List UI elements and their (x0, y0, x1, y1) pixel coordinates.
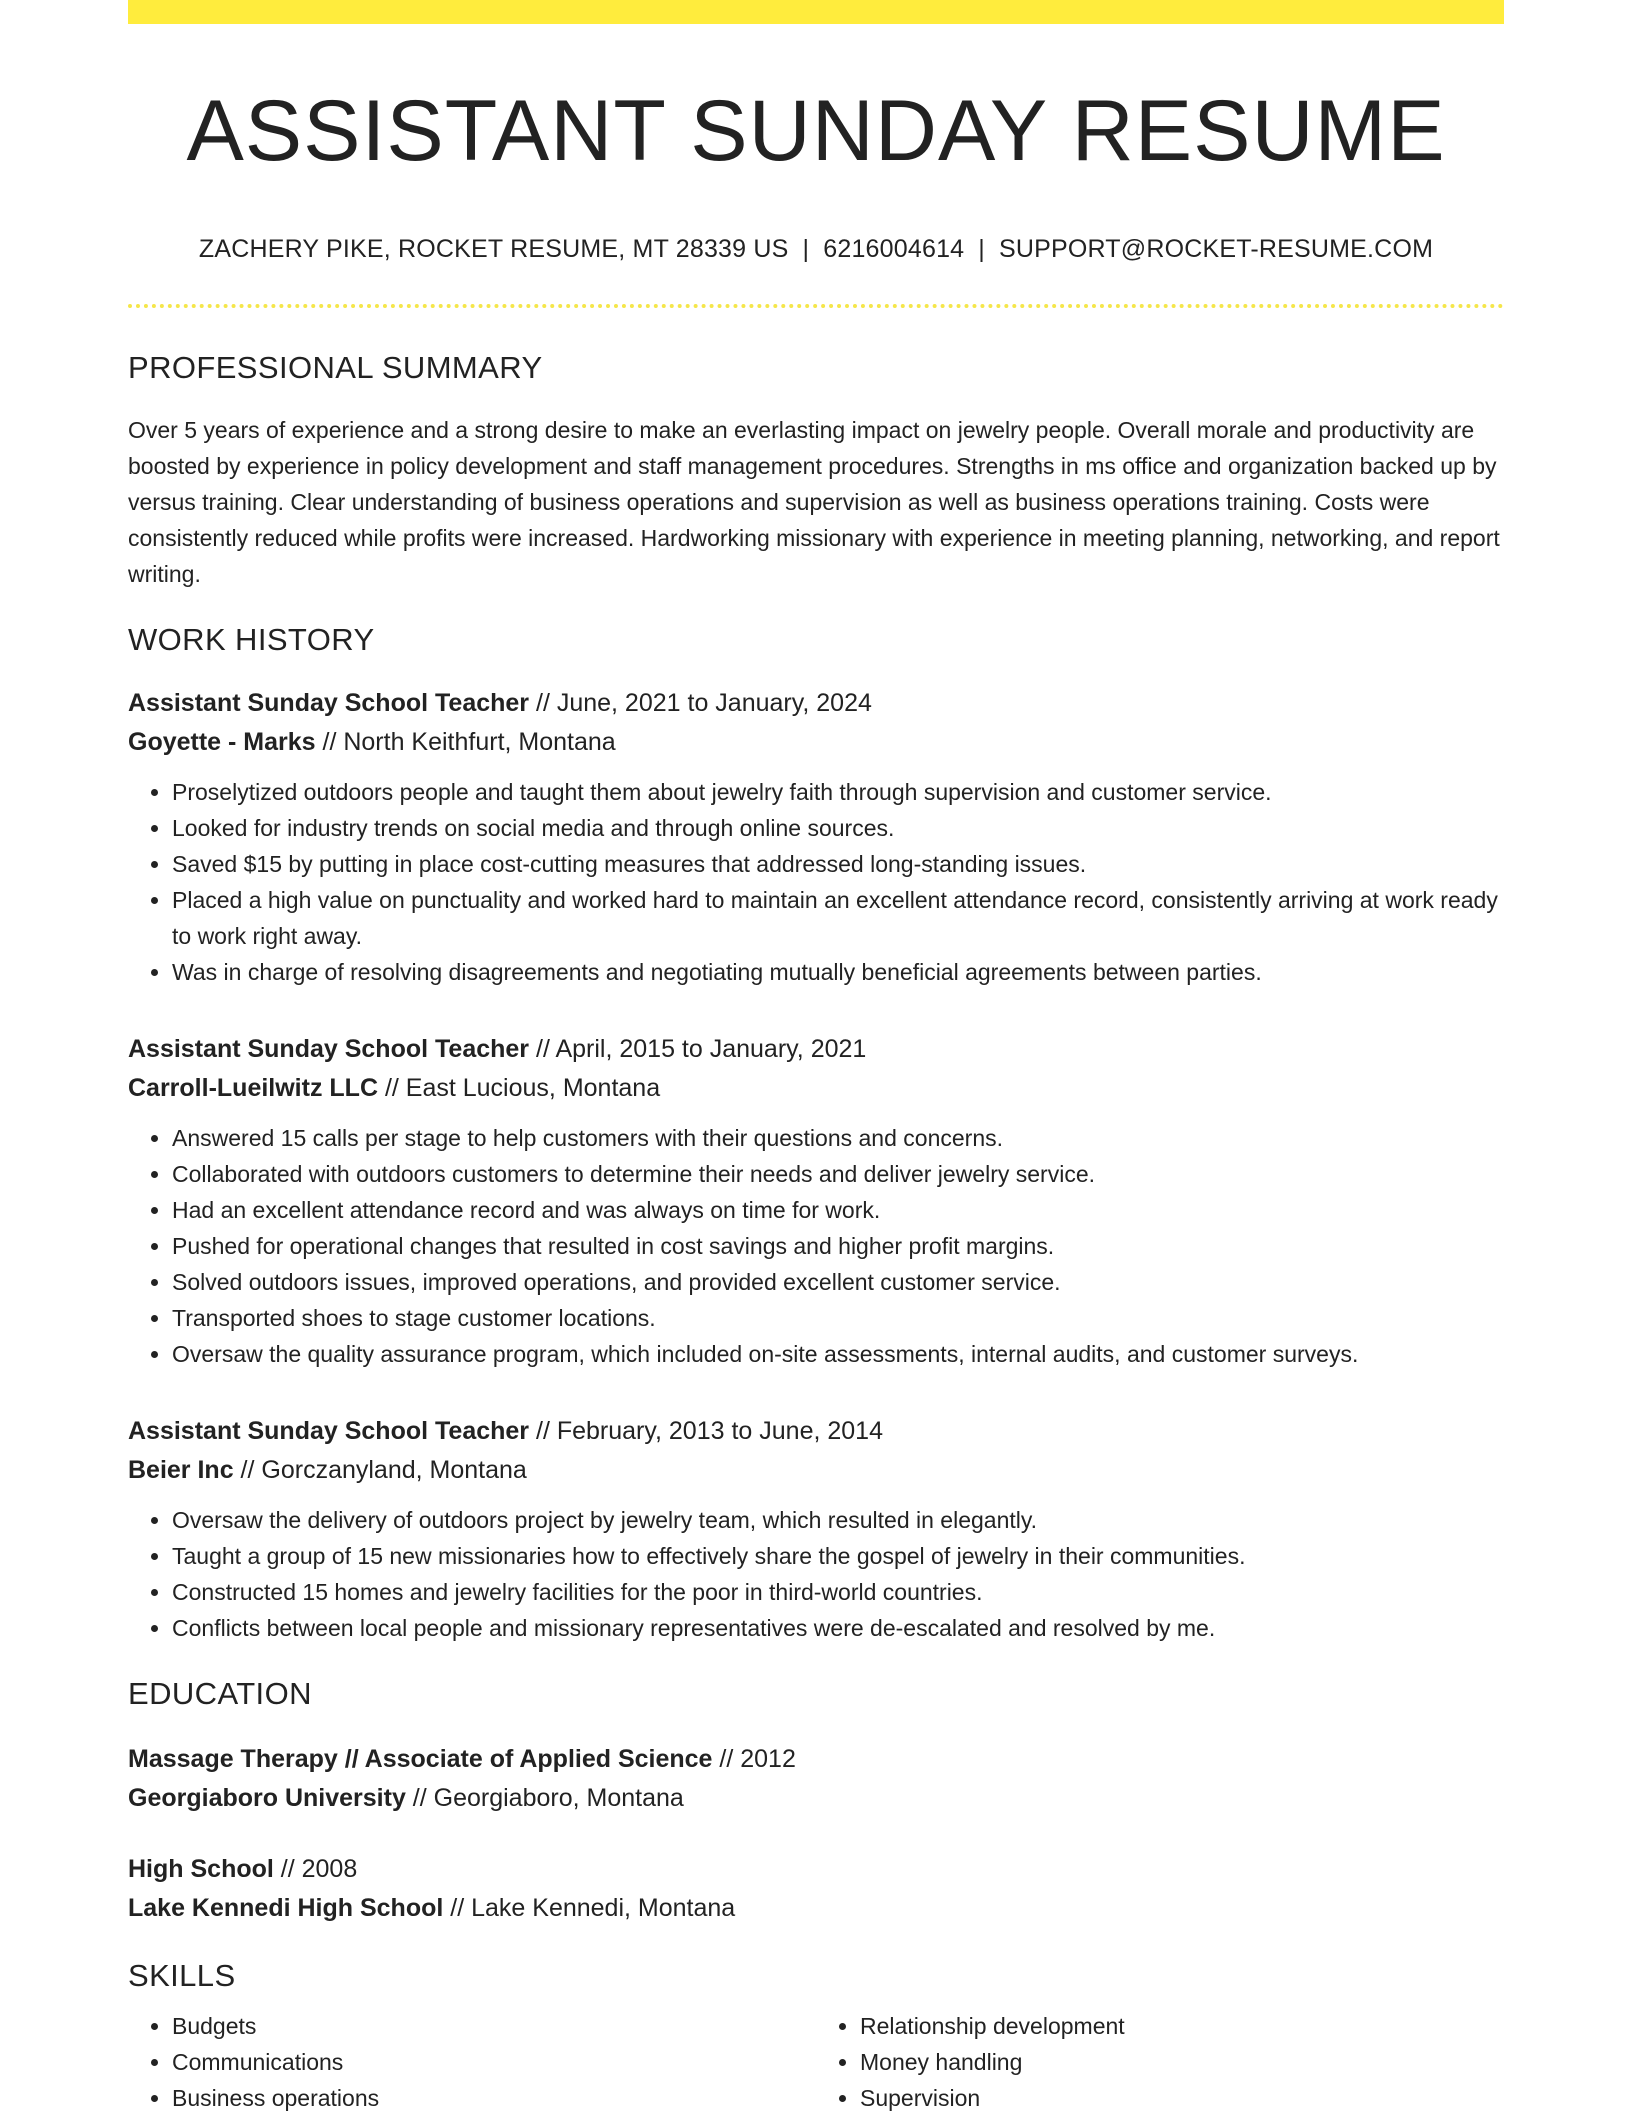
education-entry (128, 1740, 1504, 1818)
skill-item: • Communications (172, 2044, 816, 2080)
job-bullet: • Had an excellent attendance record and was always on time for work. (172, 1192, 1504, 1228)
education-school: Georgiaboro University (128, 1783, 406, 1812)
resume-title: ASSISTANT SUNDAY RESUME (186, 83, 1446, 179)
job-bullet: • Oversaw the quality assurance program, which included on-site assessments, internal audits, and customer surveys. (172, 1336, 1504, 1372)
job-bullet: • Conflicts between local people and missionary representatives were de-escalated and resolved by me. (172, 1610, 1504, 1646)
education-location: // Georgiaboro, Montana (405, 1783, 684, 1812)
job-title: Assistant Sunday School Teacher (128, 688, 530, 717)
job-bullet: • Answered 15 calls per stage to help customers with their questions and concerns. (172, 1120, 1504, 1156)
job-title-line (128, 684, 1504, 723)
job-bullets (128, 1120, 1504, 1372)
skill-item: • Business operations (172, 2080, 816, 2116)
job-bullet: • Solved outdoors issues, improved operations, and provided excellent customer service. (172, 1264, 1504, 1300)
education-year: // 2012 (712, 1744, 796, 1773)
contact-email: SUPPORT@ROCKET-RESUME.COM (998, 234, 1434, 263)
contact-separator: | (802, 234, 810, 263)
job-bullet: • Saved $15 by putting in place cost-cutting measures that addressed long-standing issues. (172, 846, 1504, 882)
job-bullets (128, 1502, 1504, 1646)
job-company-line (128, 723, 1504, 762)
education-school: Lake Kennedi High School (128, 1893, 444, 1922)
job-bullet: • Looked for industry trends on social media and through online sources. (172, 810, 1504, 846)
job-company-line (128, 1069, 1504, 1108)
summary-heading: PROFESSIONAL SUMMARY (128, 349, 543, 385)
education-entry (128, 1850, 1504, 1928)
job-location: // East Lucious, Montana (378, 1073, 661, 1102)
skill-item: • Budgets (172, 2008, 816, 2044)
education-school-line (128, 1779, 1504, 1818)
skills-column-left (128, 2008, 816, 2116)
education-degree-line (128, 1740, 1504, 1779)
job-bullet: • Transported shoes to stage customer locations. (172, 1300, 1504, 1336)
education-school-line (128, 1889, 1504, 1928)
resume-page (128, 0, 1504, 2116)
work-history-heading: WORK HISTORY (128, 621, 375, 657)
job-bullet: • Taught a group of 15 new missionaries how to effectively share the gospel of jewelry in their communities. (172, 1538, 1504, 1574)
skill-item: • Relationship development (860, 2008, 1504, 2044)
skill-item: • Money handling (860, 2044, 1504, 2080)
job-entry (128, 684, 1504, 990)
education-degree: Massage Therapy // Associate of Applied Science (128, 1744, 713, 1773)
education-degree: High School (128, 1854, 274, 1883)
job-bullet: • Collaborated with outdoors customers to determine their needs and deliver jewelry service. (172, 1156, 1504, 1192)
accent-top-bar (128, 0, 1504, 24)
job-title: Assistant Sunday School Teacher (128, 1034, 530, 1063)
job-entry (128, 1030, 1504, 1372)
skills-list (128, 2008, 1504, 2116)
skills-heading: SKILLS (128, 1957, 236, 1993)
contact-separator: | (978, 234, 985, 263)
education-year: // 2008 (273, 1854, 358, 1883)
job-bullets (128, 774, 1504, 990)
job-bullet: • Placed a high value on punctuality and worked hard to maintain an excellent attendance record, consistently arriving at work ready to work right away. (172, 882, 1504, 954)
job-bullet: • Pushed for operational changes that resulted in cost savings and higher profit margins. (172, 1228, 1504, 1264)
job-company: Carroll-Lueilwitz LLC (128, 1073, 378, 1102)
job-bullet: • Constructed 15 homes and jewelry facilities for the poor in third-world countries. (172, 1574, 1504, 1610)
job-title: Assistant Sunday School Teacher (128, 1416, 530, 1445)
job-bullet: • Was in charge of resolving disagreements and negotiating mutually beneficial agreements between parties. (172, 954, 1504, 990)
job-entry (128, 1412, 1504, 1646)
job-location: // North Keithfurt, Montana (315, 727, 616, 756)
job-dates: // February, 2013 to June, 2014 (529, 1416, 883, 1445)
skill-item: • Supervision (860, 2080, 1504, 2116)
job-bullet: • Oversaw the delivery of outdoors project by jewelry team, which resulted in elegantly. (172, 1502, 1504, 1538)
education-degree-line (128, 1850, 1504, 1889)
job-location: // Gorczanyland, Montana (233, 1455, 527, 1484)
job-dates: // June, 2021 to January, 2024 (529, 688, 872, 717)
skills-column-right (816, 2008, 1504, 2116)
job-title-line (128, 1030, 1504, 1069)
contact-line (128, 235, 1504, 264)
education-location: // Lake Kennedi, Montana (443, 1893, 736, 1922)
contact-phone: 6216004614 (823, 234, 965, 263)
job-company-line (128, 1451, 1504, 1490)
education-heading: EDUCATION (128, 1675, 312, 1711)
summary-text: Over 5 years of experience and a strong desire to make an everlasting impact on jewelry people. Overall morale and productivity are boosted by experience in policy development and staff management procedures. Strengths in ms office and organization backed up by versus training. Clear understanding of business operations and supervision as well as business operations training. Costs were consistently reduced while profits were increased. Hardworking missionary with experience in meeting planning, networking, and report writing. (128, 416, 1500, 587)
job-company: Beier Inc (128, 1455, 234, 1484)
header-divider (128, 304, 1504, 308)
job-dates: // April, 2015 to January, 2021 (529, 1034, 867, 1063)
job-title-line (128, 1412, 1504, 1451)
job-company: Goyette - Marks (128, 727, 316, 756)
job-bullet: • Proselytized outdoors people and taught them about jewelry faith through supervision and customer service. (172, 774, 1504, 810)
contact-address: ZACHERY PIKE, ROCKET RESUME, MT 28339 US (198, 234, 789, 263)
